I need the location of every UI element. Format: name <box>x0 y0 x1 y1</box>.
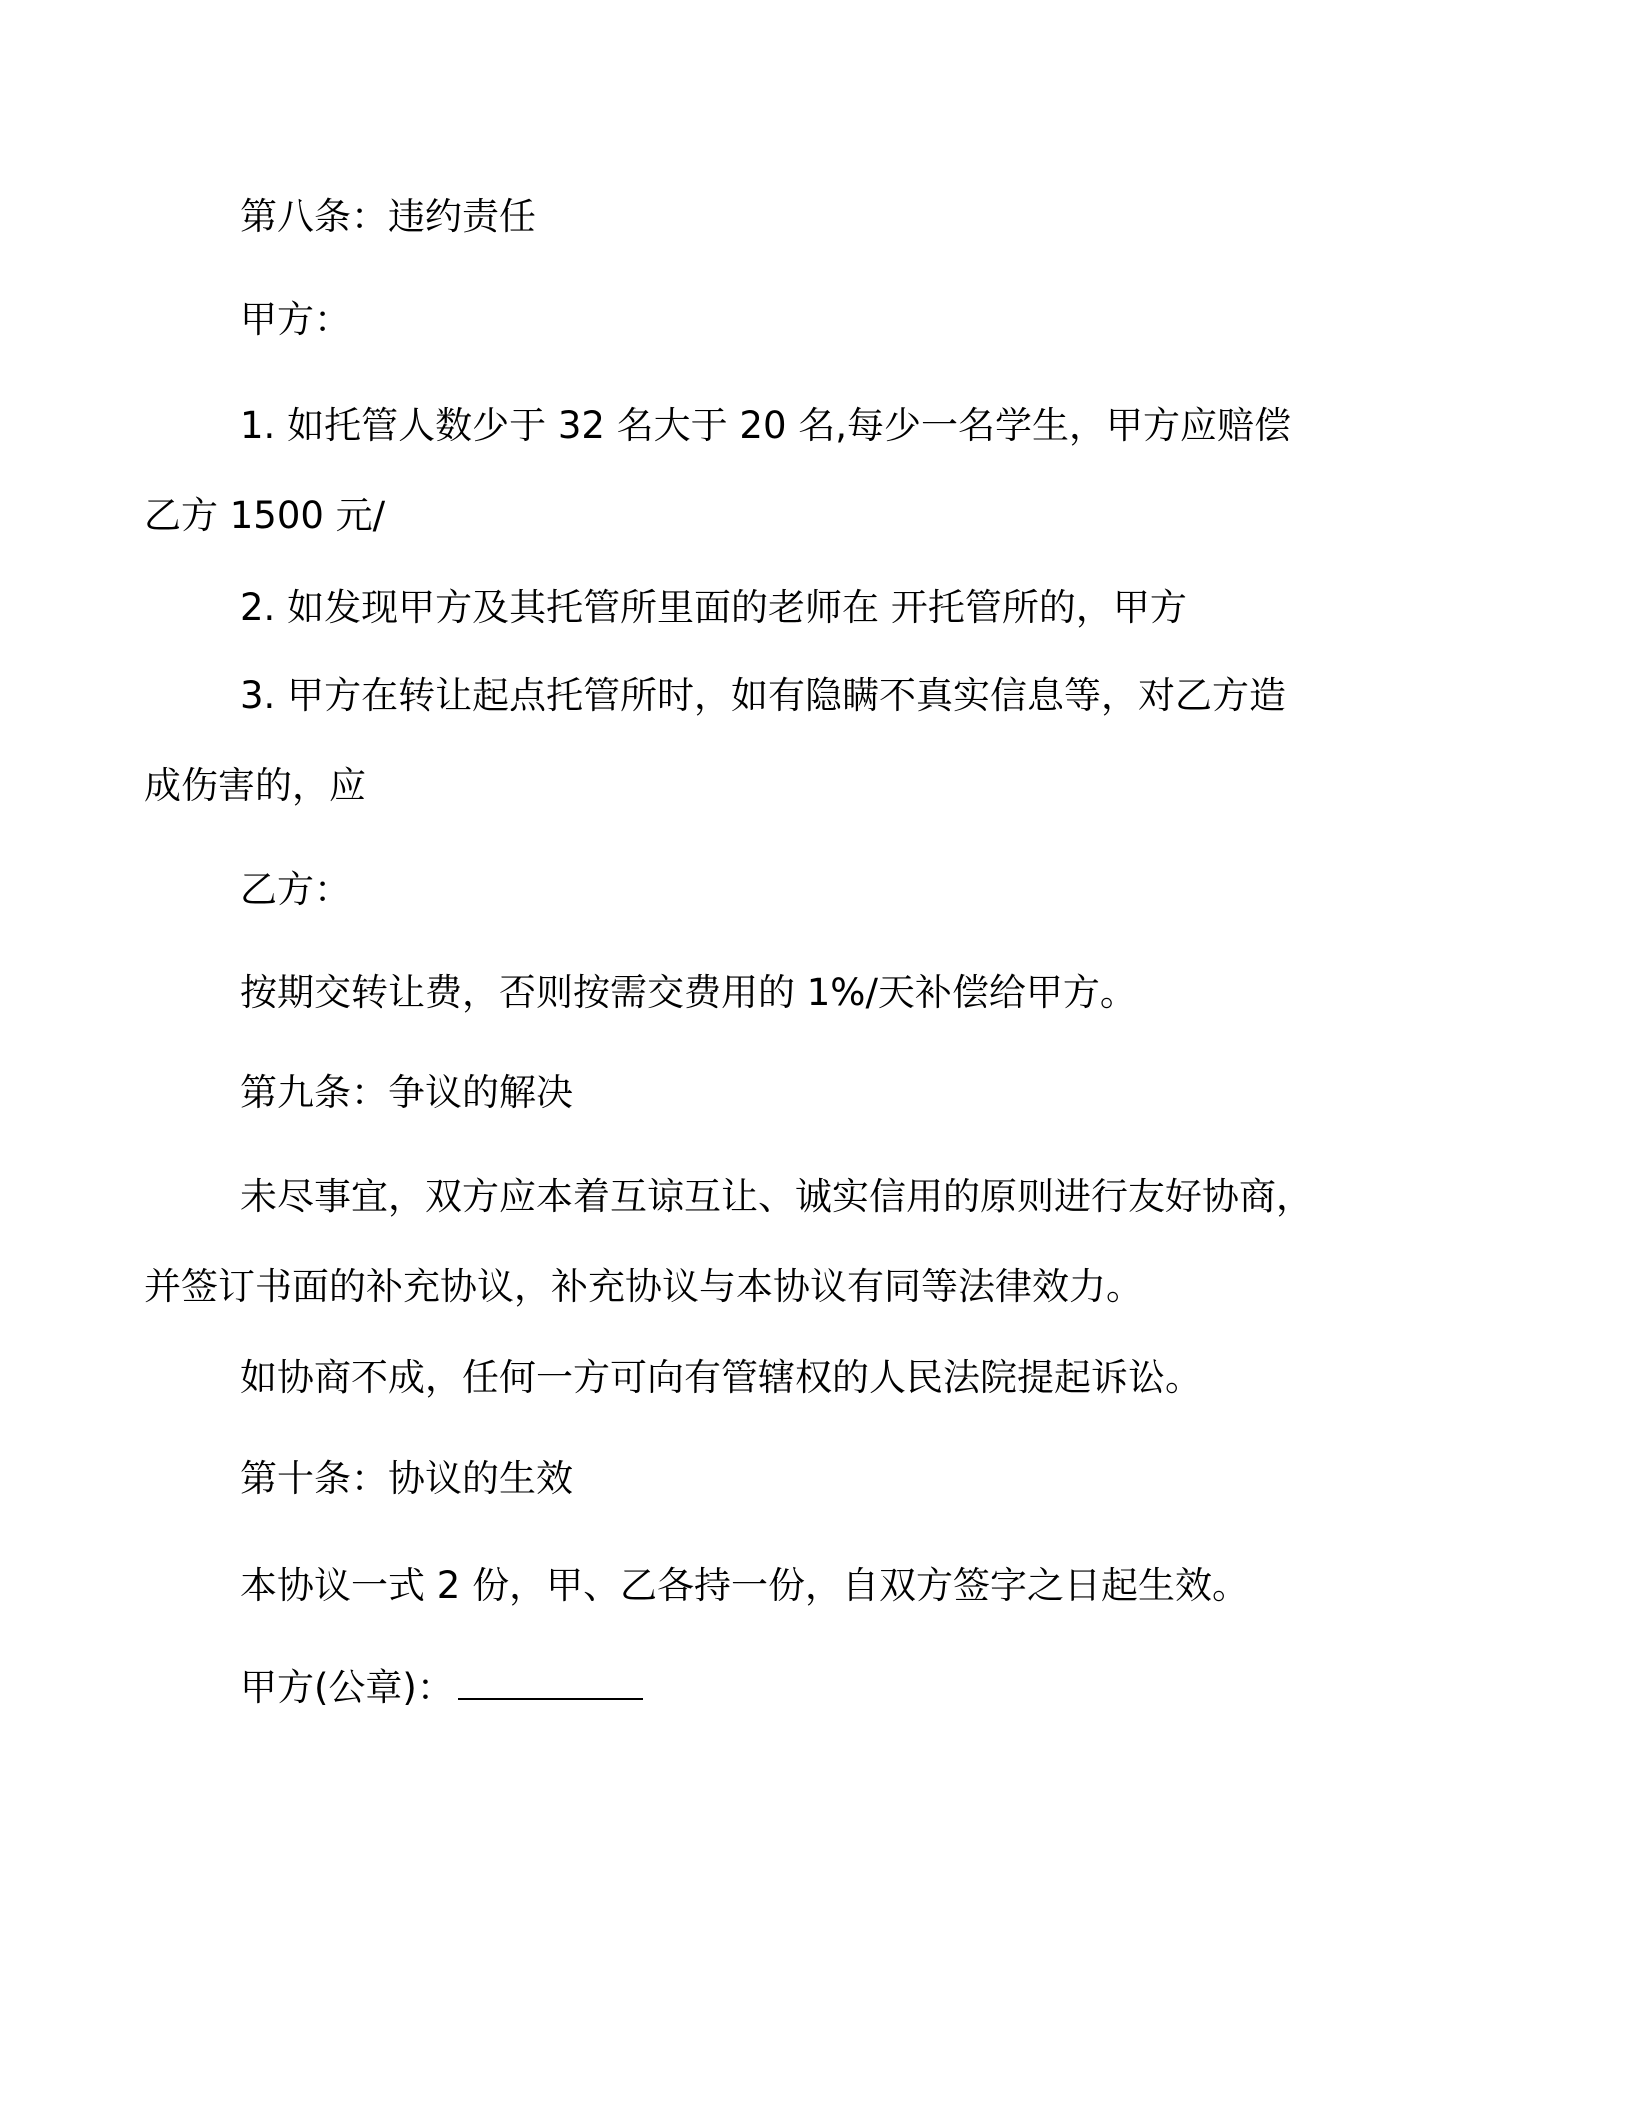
litigation-text: 如协商不成，任何一方可向有管辖权的人民法院提起诉讼。 <box>240 1356 1202 1399</box>
signature-blank[interactable] <box>458 1666 643 1700</box>
signature-line-party-a <box>240 1666 1412 1708</box>
party-a-label: 甲方： <box>240 298 351 341</box>
article-8-heading: 第八条：违约责任 <box>240 195 536 238</box>
clause-2: 2. 如发现甲方及其托管所里面的老师在 开托管所的，甲方 <box>240 586 1187 629</box>
effectiveness-text: 本协议一式 2 份，甲、乙各持一份，自双方签字之日起生效。 <box>240 1564 1250 1607</box>
article-10-heading: 第十条：协议的生效 <box>240 1457 573 1500</box>
clause-1: 1. 如托管人数少于 32 名大于 20 名,每少一名学生，甲方应赔偿乙方 1500 元/ <box>144 404 1292 537</box>
clause-3: 3. 甲方在转让起点托管所时，如有隐瞒不真实信息等，对乙方造成伤害的，应 <box>144 674 1287 807</box>
signature-label: 甲方(公章)： <box>240 1666 454 1709</box>
article-9-heading: 第九条：争议的解决 <box>240 1071 573 1114</box>
party-b-label: 乙方： <box>240 868 351 911</box>
party-b-obligation: 按期交转让费，否则按需交费用的 1%/天补偿给甲方。 <box>240 971 1137 1014</box>
dispute-resolution-text: 未尽事宜，双方应本着互谅互让、诚实信用的原则进行友好协商，并签订书面的补充协议，补充协议与本协议有同等法律效力。 <box>144 1175 1313 1308</box>
